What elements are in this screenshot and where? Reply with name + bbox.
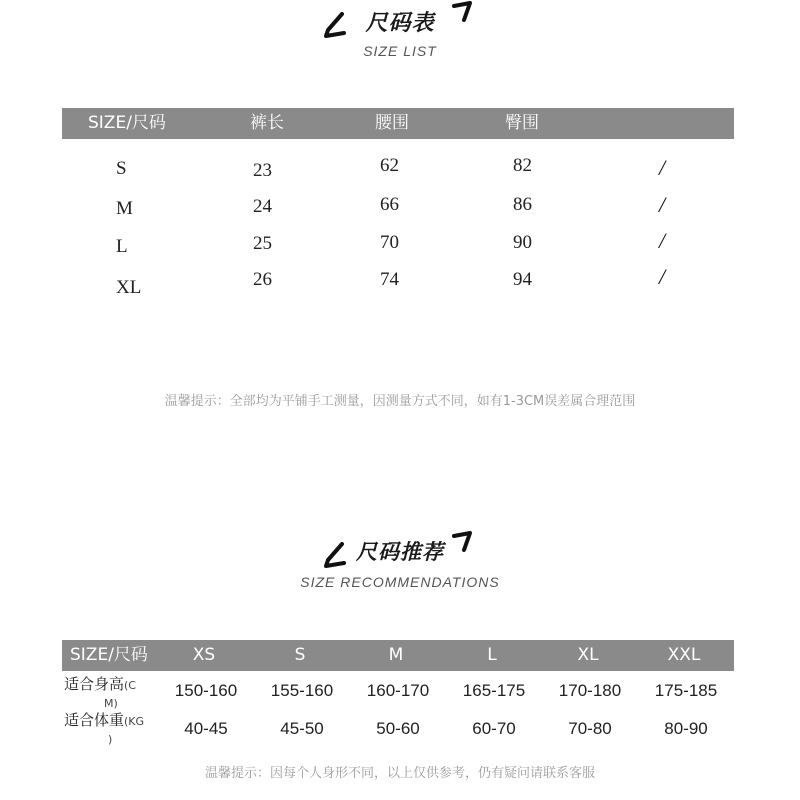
cell-length: 26 bbox=[253, 269, 272, 290]
header-length: 裤长 bbox=[250, 113, 284, 133]
cell-weight-m: 50-60 bbox=[376, 719, 420, 738]
row-label-text: 适合体重 bbox=[64, 711, 125, 729]
cell-hip: 94 bbox=[513, 269, 532, 290]
cell-length: 24 bbox=[253, 196, 272, 217]
right-bracket-icon bbox=[450, 0, 476, 24]
cell-waist: 66 bbox=[380, 194, 399, 215]
title-en: SIZE RECOMMENDATIONS bbox=[300, 574, 500, 590]
cell-weight-s: 45-50 bbox=[280, 719, 324, 738]
cell-height-xs: 150-160 bbox=[174, 681, 238, 700]
header-xs: XS bbox=[192, 645, 216, 665]
cell-waist: 74 bbox=[380, 269, 399, 290]
header-waist: 腰围 bbox=[375, 113, 409, 133]
cell-hip: 82 bbox=[513, 155, 532, 176]
header-size: SIZE/尺码 bbox=[70, 645, 148, 665]
cell-waist: 70 bbox=[380, 232, 399, 253]
section-subtitle bbox=[0, 43, 800, 59]
cell-length: 25 bbox=[253, 233, 272, 254]
header-hip: 臀围 bbox=[505, 113, 539, 133]
cell-length: 23 bbox=[253, 160, 272, 181]
title-en: SIZE LIST bbox=[363, 43, 437, 59]
cell-extra: / bbox=[659, 228, 666, 253]
row-label-unit-cont: M) bbox=[104, 697, 118, 710]
cell-hip: 90 bbox=[513, 232, 532, 253]
cell-height-m: 160-170 bbox=[366, 681, 430, 700]
row-label-unit: (C bbox=[124, 679, 136, 692]
cell-height-xxl: 175-185 bbox=[654, 681, 718, 700]
cell-extra: / bbox=[659, 155, 666, 180]
cell-weight-xxl: 80-90 bbox=[664, 719, 708, 738]
cell-hip: 86 bbox=[513, 194, 532, 215]
section-title-size-list bbox=[0, 6, 800, 37]
row-label-unit-cont: ) bbox=[108, 733, 113, 746]
cell-waist: 62 bbox=[380, 155, 399, 176]
size-table-header bbox=[62, 108, 734, 139]
cell-extra: / bbox=[659, 192, 666, 217]
header-xxl: XXL bbox=[667, 645, 701, 665]
section-subtitle bbox=[0, 574, 800, 590]
cell-height-xl: 170-180 bbox=[558, 681, 622, 700]
row-label-text: 适合身高 bbox=[64, 675, 125, 693]
header-s: S bbox=[294, 645, 306, 665]
header-xl: XL bbox=[577, 645, 599, 665]
title-cn: 尺码推荐 bbox=[356, 540, 444, 564]
cell-extra: / bbox=[659, 264, 666, 289]
cell-weight-xl: 70-80 bbox=[568, 719, 612, 738]
cell-weight-l: 60-70 bbox=[472, 719, 516, 738]
cell-weight-xs: 40-45 bbox=[184, 719, 228, 738]
row-label-height bbox=[64, 676, 136, 712]
header-m: M bbox=[388, 645, 404, 665]
section-title-size-recommendations bbox=[0, 536, 800, 566]
cell-size: XL bbox=[116, 277, 142, 298]
row-label-unit: (KG bbox=[124, 715, 145, 728]
row-label-weight bbox=[64, 712, 144, 748]
recommendation-note: 温馨提示：因每个人身形不同，以上仅供参考，仍有疑问请联系客服 bbox=[204, 766, 595, 781]
cell-size: M bbox=[116, 198, 133, 219]
header-l: L bbox=[487, 645, 497, 665]
cell-size: L bbox=[116, 236, 128, 257]
cell-height-l: 165-175 bbox=[462, 681, 526, 700]
right-bracket-icon bbox=[450, 530, 476, 554]
cell-size: S bbox=[116, 158, 127, 179]
title-cn: 尺码表 bbox=[365, 11, 435, 36]
header-size: SIZE/尺码 bbox=[88, 113, 166, 133]
measurement-note: 温馨提示：全部均为平铺手工测量，因测量方式不同，如有1-3CM误差属合理范围 bbox=[164, 394, 636, 409]
recommendation-table-header bbox=[62, 640, 734, 671]
cell-height-s: 155-160 bbox=[270, 681, 334, 700]
